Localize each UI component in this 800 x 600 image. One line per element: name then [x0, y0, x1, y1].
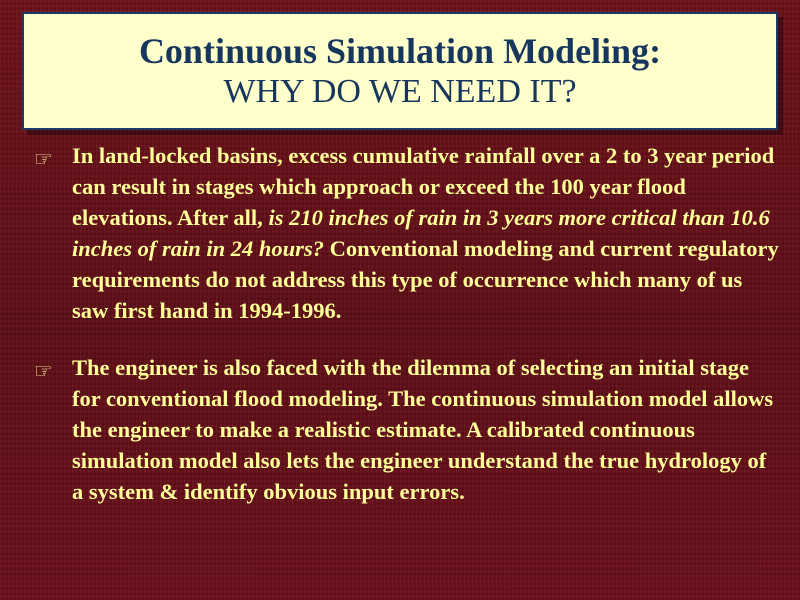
- bullet-item: [20, 352, 780, 507]
- bullet-item-text: [72, 140, 780, 326]
- bullet-item-text: [72, 352, 780, 507]
- slide-body: [20, 140, 780, 590]
- bullet-text-segment: Conventional modeling and current regulatory requirements do not address this type of occurrence which many of us saw first hand in 1994-1996.: [72, 236, 779, 323]
- slide-title-box: [22, 12, 778, 130]
- bullet-item: [20, 140, 780, 326]
- bullet-text-segment: In land-locked basins, excess cumulative rainfall over a 2 to 3 year period can result in stages which approach or exceed the 100 year flood elevations. After all,: [72, 143, 775, 230]
- slide-title-line-2: WHY DO WE NEED IT?: [223, 73, 577, 110]
- pointing-hand-icon: ☞: [34, 147, 53, 171]
- slide-title-line-1: Continuous Simulation Modeling:: [138, 31, 662, 71]
- pointing-hand-icon: ☞: [34, 359, 53, 383]
- bullet-text-segment: The engineer is also faced with the dilemma of selecting an initial stage for conventional flood modeling. The continuous simulation model allows the engineer to make a realistic estimate. A calibrated continuous simulation model also lets the engineer understand the true hydrology of a system & identify obvious input errors.: [72, 355, 774, 504]
- bullet-text-segment-emphasis: is 210 inches of rain in 3 years more critical than 10.6 inches of rain in 24 hours?: [72, 205, 770, 261]
